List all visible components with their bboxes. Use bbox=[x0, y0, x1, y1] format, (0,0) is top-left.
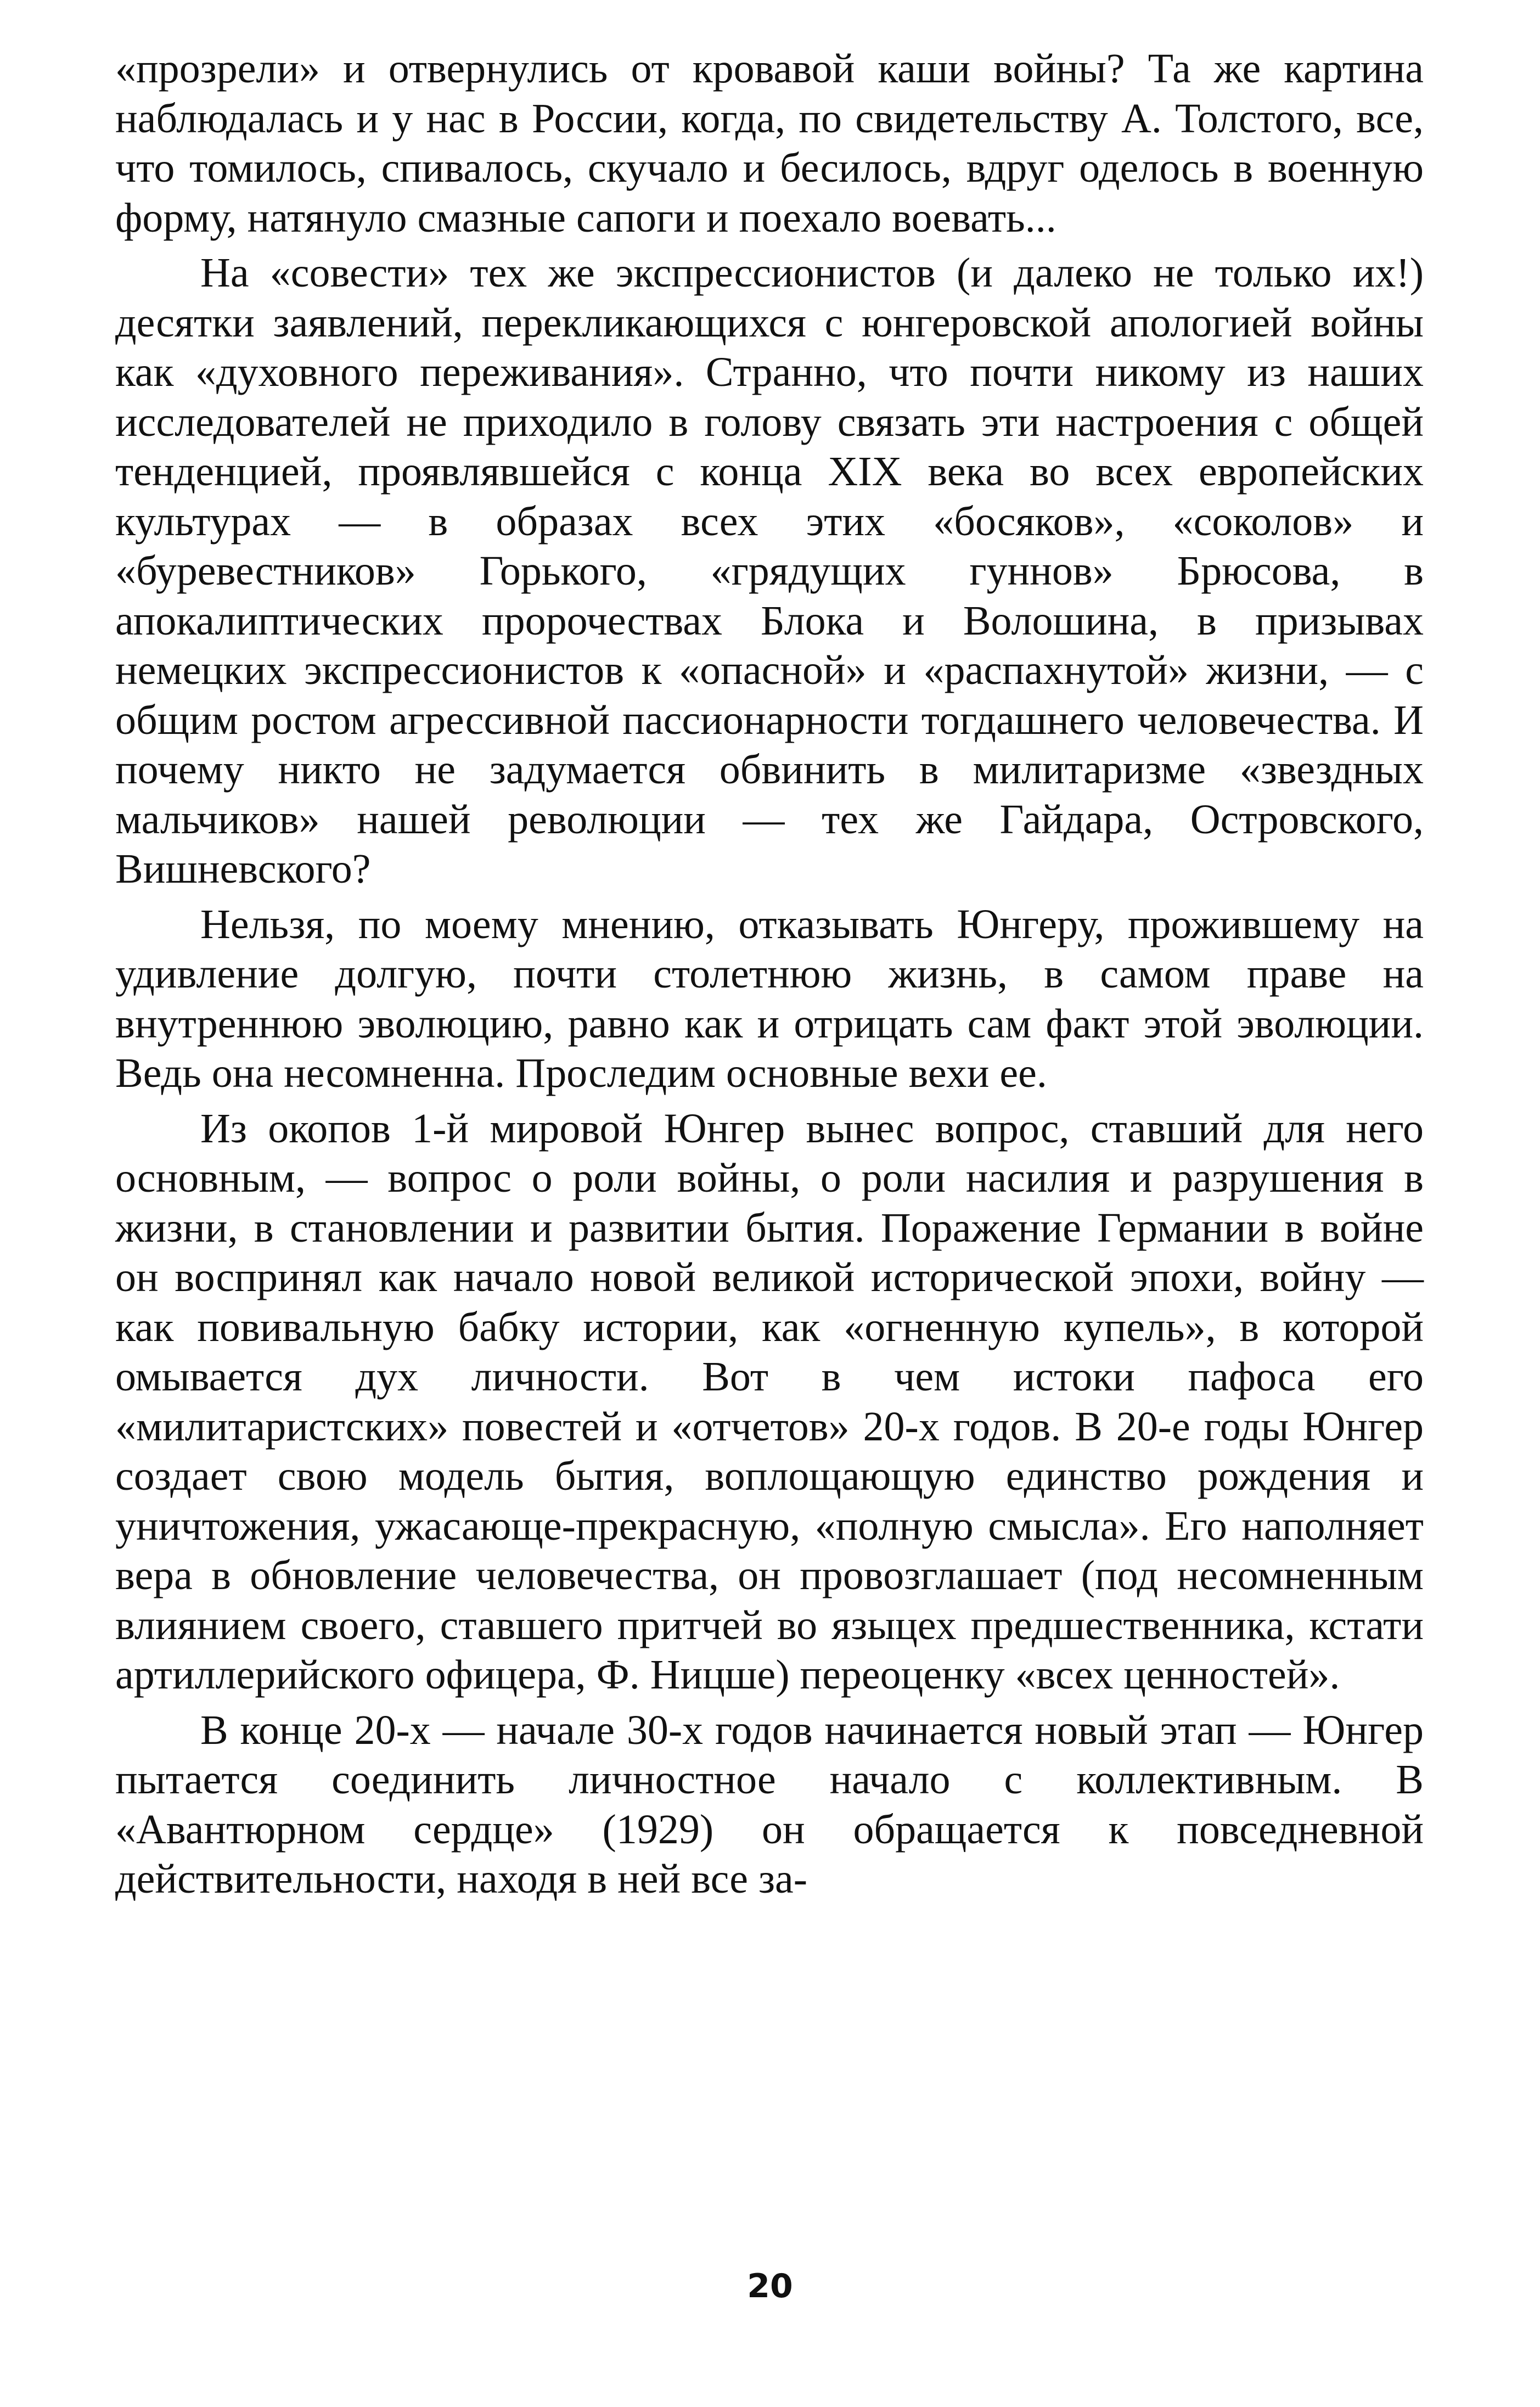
paragraph-3: Нельзя, по моему мнению, отказывать Юнгеру, прожившему на удивление долгую, почти столетнюю жизнь, в самом праве на внутреннюю эволюцию, равно как и отрицать сам факт этой эволюции. Ведь она несомненна. Проследим основные вехи ее. bbox=[115, 901, 1424, 1096]
paragraph-2: На «совести» тех же экспрессионистов (и далеко не только их!) десятки заявлений, перекликающихся с юнгеровской апологией войны как «духовного переживания». Странно, что почти никому из наших исследователей не приходило в голову связать эти настроения с общей тенденцией, проявлявшейся с конца XIX века во всех европейских культурах — в образах всех этих «босяков», «соколов» и «буревестников» Горького, «грядущих гуннов» Брюсова, в апокалиптических пророчествах Блока и Волошина, в призывах немецких экспрессионистов к «опасной» и «распахнутой» жизни, — с общим ростом агрессивной пассионарности тогдашнего человечества. И почему никто не задумается обвинить в милитаризме «звездных мальчиков» нашей революции — тех же Гайдара, Островского, Вишневского? bbox=[115, 250, 1424, 892]
paragraph-5: В конце 20-х — начале 30-х годов начинается новый этап — Юнгер пытается соединить личностное начало с коллективным. В «Авантюрном сердце» (1929) он обращается к повседневной действительности, находя в ней все за- bbox=[115, 1707, 1424, 1902]
paragraph-1: «прозрели» и отвернулись от кровавой каши войны? Та же картина наблюдалась и у нас в России, когда, по свидетельству А. Толстого, все, что томилось, спивалось, скучало и бесилось, вдруг оделось в военную форму, натянуло смазные сапоги и поехало воевать... bbox=[115, 46, 1424, 241]
paragraph-4: Из окопов 1-й мировой Юнгер вынес вопрос, ставший для него основным, — вопрос о роли войны, о роли насилия и разрушения в жизни, в становлении и развитии бытия. Поражение Германии в войне он воспринял как начало новой великой исторической эпохи, войну — как повивальную бабку истории, как «огненную купель», в которой омывается дух личности. Вот в чем истоки пафоса его «милитаристских» повестей и «отчетов» 20-х годов. В 20-е годы Юнгер создает свою модель бытия, воплощающую единство рождения и уничтожения, ужасающе-прекрасную, «полную смысла». Его наполняет вера в обновление человечества, он провозглашает (под несомненным влиянием своего, ставшего притчей во языцех предшественника, кстати артиллерийского офицера, Ф. Ницше) переоценку «всех ценностей». bbox=[115, 1105, 1424, 1698]
page-number: 20 bbox=[747, 2267, 793, 2305]
page-text bbox=[115, 44, 1424, 1910]
